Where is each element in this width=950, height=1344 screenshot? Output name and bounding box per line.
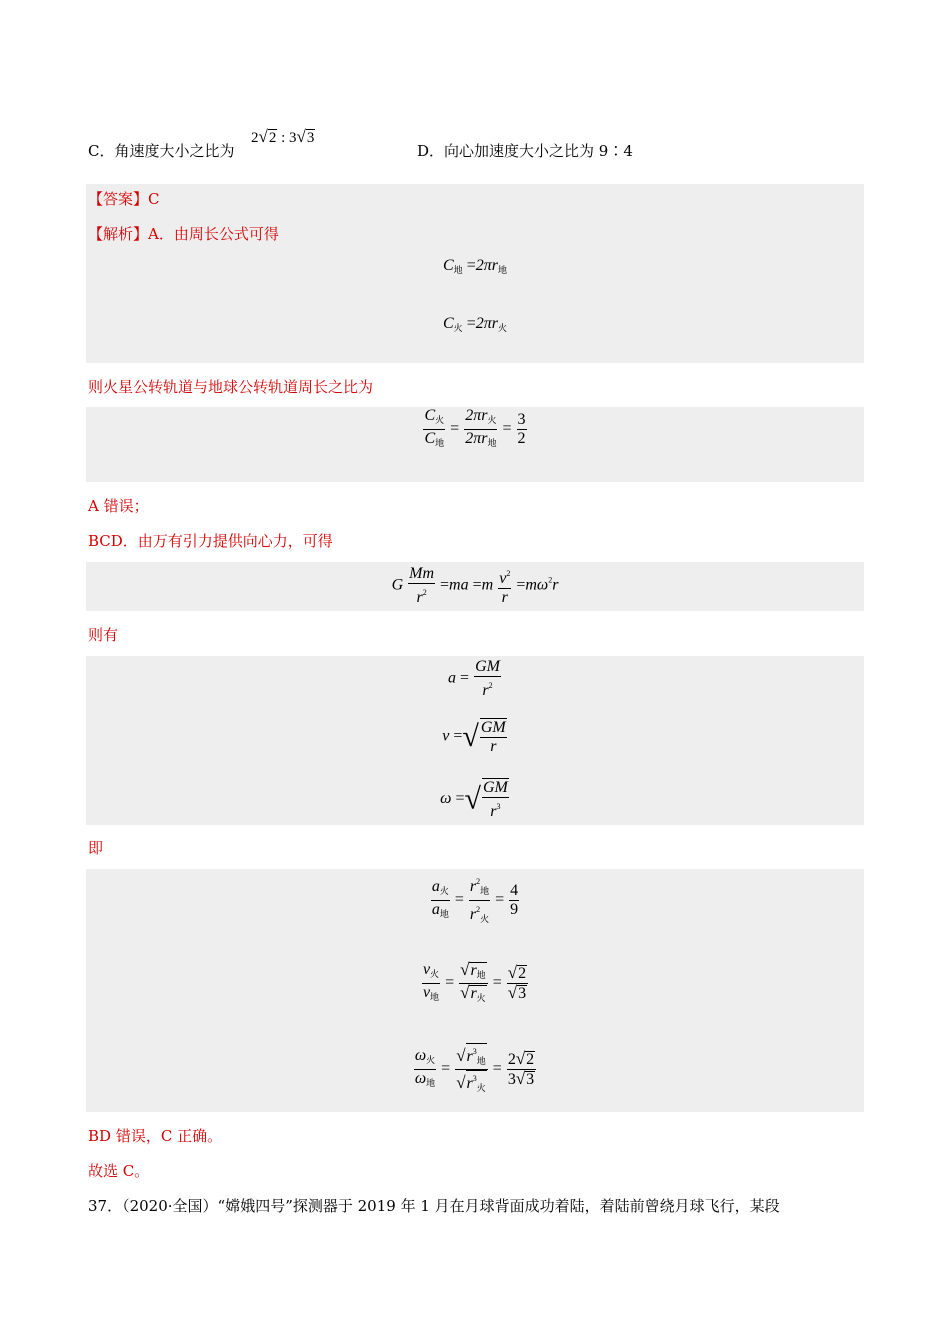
option-c-expression: 2√2 : 3√3 — [251, 127, 315, 146]
earth-circumference-formula: $C_地 =2\pi r_地$ — [443, 257, 507, 275]
a-wrong: A 错误； — [88, 497, 149, 515]
velocity-formula: v =√ $\frac{GM}{r}$ — [442, 719, 506, 755]
expressions-block — [86, 656, 864, 825]
angular-velocity-formula: ω =√ $\frac{GM}{r^3}$ — [440, 779, 508, 820]
then-label: 则有 — [88, 626, 119, 644]
acceleration-formula: a = $\frac{GM}{r^2}$ — [448, 658, 500, 699]
mars-circumference-formula: $C_火 =2\pi r_火$ — [443, 315, 507, 333]
option-c — [88, 141, 234, 161]
answer-line: 【答案】C — [88, 190, 160, 208]
namely-label: 即 — [88, 839, 104, 857]
angular-velocity-ratio: $\frac{\omega_火}{\omega_地}$ = $\frac{√r^3_地}{√r^3_火}$ = $\frac{2√2}{3√3}$ — [86, 1043, 864, 1096]
option-d — [417, 141, 633, 161]
ratios-block — [86, 869, 864, 1112]
circumference-ratio-formula: $\frac{C_火}{C_地}$ = $\frac{2\pi r_火}{2\pi r_地}$ = $\frac{3}{2}$ — [424, 407, 526, 448]
velocity-ratio: $\frac{v_火}{v_地}$ = $\frac{√r_地}{√r_火}$ = $\frac{√2}{√3}$ — [86, 961, 864, 1006]
bd-conclusion: BD 错误，C 正确。 — [88, 1127, 223, 1145]
answer-block — [86, 184, 864, 363]
ratio-intro: 则火星公转轨道与地球公转轨道周长之比为 — [88, 378, 374, 396]
gravity-equation-block — [86, 562, 864, 611]
bcd-intro: BCD．由万有引力提供向心力，可得 — [88, 532, 333, 550]
circumference-ratio-block — [86, 407, 864, 482]
gravity-equation: G $\frac{Mm}{r^2}$ =ma =m $\frac{v^2}{r}$ $=m\omega^2r$ — [391, 565, 559, 606]
option-d-label: D．向心加速度大小之比为 9∶4 — [417, 142, 633, 160]
acceleration-ratio: $\frac{a_火}{a_地}$ = $\frac{r^2_地}{r^2_火}$ = $\frac{4}{9}$ — [86, 873, 864, 928]
option-c-label: C．角速度大小之比为 — [88, 142, 235, 160]
question-37: 37．（2020·全国）“嫦娥四号”探测器于 2019 年 1 月在月球背面成功着陆，着陆前曾绕月球飞行，某段 — [88, 1197, 780, 1215]
choose-answer: 故选 C。 — [88, 1162, 150, 1180]
analysis-intro: 【解析】A．由周长公式可得 — [88, 225, 279, 243]
